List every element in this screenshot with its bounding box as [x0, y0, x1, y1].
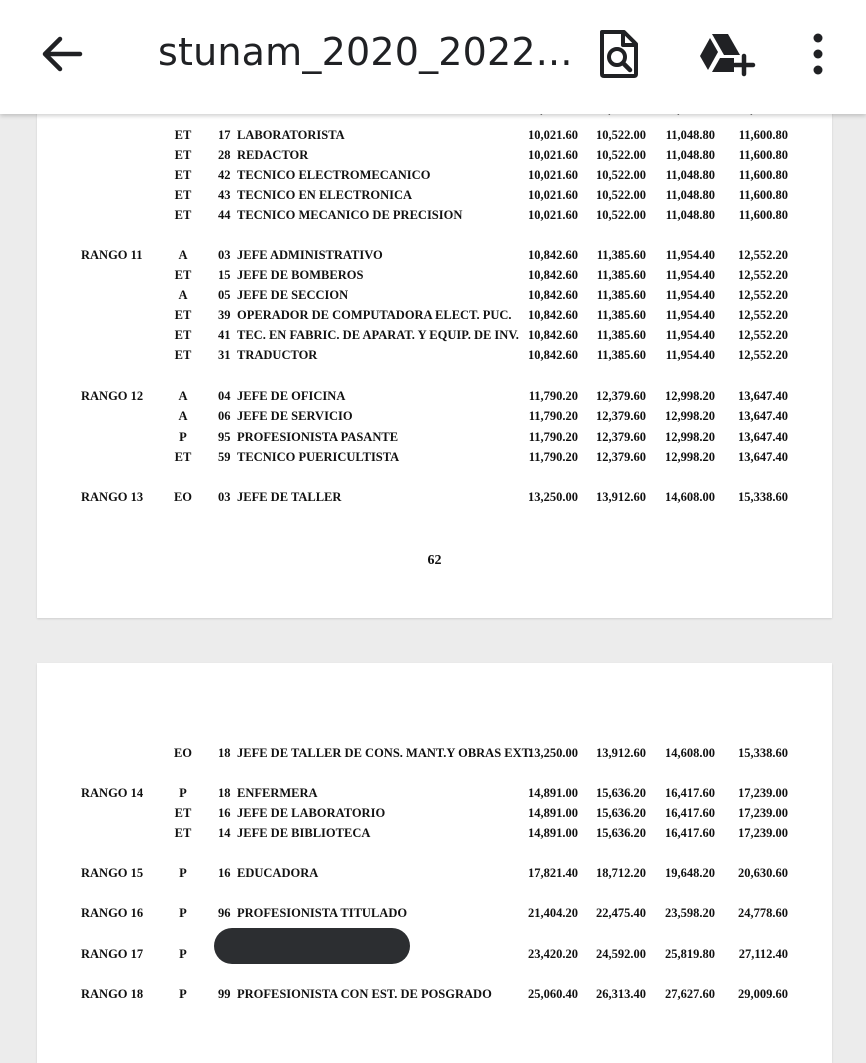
type-cell: ET: [174, 208, 192, 222]
salary-cell: 10,522.00: [596, 168, 646, 182]
salary-cell: 11,954.40: [665, 328, 715, 342]
redaction-mark: [214, 928, 410, 964]
salary-cell: 10,522.00: [596, 188, 646, 202]
code-cell: 95: [218, 430, 231, 444]
position-cell: TECNICO MECANICO DE PRECISION: [237, 208, 463, 222]
salary-cell: 21,404.20: [528, 906, 578, 920]
salary-cell: 18,712.20: [596, 866, 646, 880]
code-cell: 03: [218, 490, 231, 504]
type-cell: ET: [174, 328, 192, 342]
type-cell: ET: [174, 188, 192, 202]
more-options-button[interactable]: [800, 30, 836, 78]
code-cell: 99: [218, 987, 231, 1001]
code-cell: 18: [218, 786, 231, 800]
table-row: [37, 987, 832, 1007]
salary-cell: 27,627.60: [665, 987, 715, 1001]
code-cell: 14: [218, 826, 231, 840]
salary-cell: 11,048.80: [665, 168, 715, 182]
type-cell: EO: [173, 746, 193, 760]
find-in-document-button[interactable]: [594, 28, 642, 80]
type-cell: ET: [174, 268, 192, 282]
salary-cell: 10,842.60: [528, 288, 578, 302]
salary-cell: 11,048.80: [665, 148, 715, 162]
salary-cell: 19,648.20: [665, 866, 715, 880]
salary-cell: 13,912.60: [596, 490, 646, 504]
salary-cell: 15,338.60: [738, 746, 788, 760]
position-cell: TRADUCTOR: [237, 348, 318, 362]
table-row: [37, 746, 832, 766]
code-cell: 16: [218, 806, 231, 820]
salary-cell: 17,239.00: [738, 826, 788, 840]
range-cell: RANGO 14: [81, 786, 144, 800]
salary-cell: 11,600.80: [738, 168, 788, 182]
salary-cell: 12,552.20: [738, 308, 788, 322]
salary-cell: 11,790.20: [528, 430, 578, 444]
salary-cell: 12,552.20: [738, 288, 788, 302]
salary-cell: 26,313.40: [596, 987, 646, 1001]
salary-cell: 11,048.80: [665, 188, 715, 202]
code-cell: 06: [218, 409, 231, 423]
table-row: [37, 268, 832, 288]
salary-cell: 16,417.60: [665, 806, 715, 820]
salary-cell: 11,385.60: [596, 248, 646, 262]
code-cell: 44: [218, 208, 231, 222]
position-cell: ENFERMERA: [237, 786, 318, 800]
position-cell: JEFE DE TALLER DE CONS. MANT.Y OBRAS EXT.: [237, 746, 533, 760]
type-cell: ET: [174, 308, 192, 322]
type-cell: P: [179, 906, 187, 920]
position-cell: TECNICO ELECTROMECANICO: [237, 168, 431, 182]
position-cell: JEFE DE LABORATORIO: [237, 806, 386, 820]
salary-cell: 17,821.40: [528, 866, 578, 880]
code-cell: 05: [218, 288, 231, 302]
table-row: [37, 148, 832, 168]
table-row: [37, 490, 832, 510]
salary-cell: 13,250.00: [528, 746, 578, 760]
type-cell: P: [179, 947, 187, 961]
document-title: stunam_2020_2022...: [158, 30, 573, 74]
salary-cell: 13,912.60: [596, 746, 646, 760]
salary-cell: 11,790.20: [528, 450, 578, 464]
table-row: [37, 866, 832, 886]
code-cell: 28: [218, 148, 231, 162]
position-cell: TECNICO PUERICULTISTA: [237, 450, 400, 464]
salary-cell: 12,552.20: [738, 348, 788, 362]
position-cell: PROFESIONISTA TITULADO: [237, 906, 408, 920]
position-cell: JEFE DE BOMBEROS: [237, 268, 364, 282]
table-row: [37, 348, 832, 368]
salary-cell: 12,998.20: [665, 430, 715, 444]
salary-cell: 27,112.40: [738, 947, 788, 961]
salary-cell: 29,009.60: [738, 987, 788, 1001]
salary-cell: 13,250.00: [528, 490, 578, 504]
table-row: [37, 450, 832, 470]
salary-cell: 14,891.00: [528, 806, 578, 820]
salary-cell: 11,954.40: [665, 308, 715, 322]
search-document-icon: [594, 28, 642, 80]
code-cell: 41: [218, 328, 231, 342]
salary-cell: 11,954.40: [665, 348, 715, 362]
salary-cell: 10,842.60: [528, 268, 578, 282]
salary-cell: 10,522.00: [596, 128, 646, 142]
code-cell: 16: [218, 866, 231, 880]
salary-cell: 11,385.60: [596, 328, 646, 342]
type-cell: ET: [174, 168, 192, 182]
salary-cell: 11,954.40: [665, 268, 715, 282]
position-cell: JEFE DE BIBLIOTECA: [237, 826, 371, 840]
table-row: [37, 168, 832, 188]
position-cell: TEC. EN FABRIC. DE APARAT. Y EQUIP. DE INV.: [237, 328, 519, 342]
table-row: [37, 826, 832, 846]
salary-cell: 12,379.60: [596, 389, 646, 403]
type-cell: A: [178, 288, 188, 302]
position-cell: OPERADOR DE COMPUTADORA ELECT. PUC.: [237, 308, 512, 322]
table-row: [37, 128, 832, 148]
salary-cell: 17,239.00: [738, 786, 788, 800]
position-cell: PROFESIONISTA CON EST. DE POSGRADO: [237, 987, 492, 1001]
type-cell: ET: [174, 348, 192, 362]
table-row: [37, 328, 832, 348]
salary-cell: 24,778.60: [738, 906, 788, 920]
salary-cell: 14,608.00: [665, 490, 715, 504]
table-row: [37, 389, 832, 409]
salary-cell: 11,790.20: [528, 409, 578, 423]
type-cell: P: [179, 866, 187, 880]
table-row: [37, 188, 832, 208]
code-cell: 18: [218, 746, 231, 760]
table-row: [37, 208, 832, 228]
position-cell: PROFESIONISTA PASANTE: [237, 430, 399, 444]
type-cell: P: [179, 987, 187, 1001]
type-cell: A: [178, 409, 188, 423]
salary-cell: 15,636.20: [596, 826, 646, 840]
salary-cell: 11,600.80: [738, 188, 788, 202]
type-cell: ET: [174, 148, 192, 162]
salary-cell: 10,021.60: [528, 128, 578, 142]
salary-cell: 10,842.60: [528, 348, 578, 362]
position-cell: REDACTOR: [237, 148, 309, 162]
salary-cell: 10,522.00: [596, 148, 646, 162]
position-cell: JEFE DE TALLER: [237, 490, 342, 504]
position-cell: LABORATORISTA: [237, 128, 345, 142]
salary-cell: 11,385.60: [596, 348, 646, 362]
salary-cell: 16,417.60: [665, 826, 715, 840]
type-cell: ET: [174, 806, 192, 820]
table-row: [37, 288, 832, 308]
position-cell: TECNICO EN ELECTRONICA: [237, 188, 413, 202]
range-cell: RANGO 12: [81, 389, 144, 403]
type-cell: ET: [174, 826, 192, 840]
salary-cell: 23,420.20: [528, 947, 578, 961]
salary-cell: 24,592.00: [596, 947, 646, 961]
range-cell: RANGO 11: [81, 248, 143, 262]
more-vertical-icon: [800, 30, 836, 78]
code-cell: 42: [218, 168, 231, 182]
salary-cell: 15,636.20: [596, 786, 646, 800]
code-cell: 03: [218, 248, 231, 262]
salary-cell: 14,608.00: [665, 746, 715, 760]
code-cell: 39: [218, 308, 231, 322]
add-to-drive-icon: [696, 30, 754, 78]
salary-cell: 23,598.20: [665, 906, 715, 920]
salary-cell: 13,647.40: [738, 430, 788, 444]
salary-cell: 14,891.00: [528, 826, 578, 840]
salary-cell: 11,385.60: [596, 308, 646, 322]
salary-cell: 12,552.20: [738, 248, 788, 262]
salary-cell: 15,636.20: [596, 806, 646, 820]
salary-cell: 12,998.20: [665, 450, 715, 464]
salary-cell: 13,647.40: [738, 450, 788, 464]
salary-cell: 10,021.60: [528, 208, 578, 222]
salary-cell: 12,998.20: [665, 409, 715, 423]
salary-cell: 12,998.20: [665, 389, 715, 403]
range-cell: RANGO 16: [81, 906, 144, 920]
salary-cell: 12,379.60: [596, 409, 646, 423]
position-cell: JEFE DE SECCION: [237, 288, 349, 302]
salary-cell: 10,021.60: [528, 168, 578, 182]
position-cell: EDUCADORA: [237, 866, 319, 880]
back-button[interactable]: [36, 32, 84, 76]
salary-cell: 11,600.80: [738, 128, 788, 142]
salary-cell: 25,819.80: [665, 947, 715, 961]
salary-cell: 11,790.20: [528, 389, 578, 403]
back-arrow-icon: [36, 32, 84, 76]
table-row: [37, 806, 832, 826]
range-cell: RANGO 15: [81, 866, 144, 880]
salary-cell: 10,021.60: [528, 188, 578, 202]
table-row: [37, 430, 832, 450]
table-row: [37, 248, 832, 268]
code-cell: 96: [218, 906, 231, 920]
page-number: 62: [427, 553, 442, 568]
salary-cell: 14,891.00: [528, 786, 578, 800]
salary-cell: 12,379.60: [596, 430, 646, 444]
pdf-page: [37, 100, 832, 618]
app-toolbar: [0, 0, 866, 114]
salary-cell: 13,647.40: [738, 409, 788, 423]
range-cell: RANGO 17: [81, 947, 144, 961]
type-cell: A: [178, 389, 188, 403]
table-row: [37, 786, 832, 806]
table-row: [37, 906, 832, 926]
salary-cell: 22,475.40: [596, 906, 646, 920]
table-row: [37, 947, 832, 967]
salary-cell: 10,522.00: [596, 208, 646, 222]
salary-cell: 11,048.80: [665, 208, 715, 222]
type-cell: P: [179, 430, 187, 444]
range-cell: RANGO 13: [81, 490, 144, 504]
salary-cell: 16,417.60: [665, 786, 715, 800]
code-cell: 43: [218, 188, 231, 202]
pdf-page: [37, 663, 832, 1063]
salary-cell: 11,600.80: [738, 208, 788, 222]
code-cell: 04: [218, 389, 231, 403]
table-row: [37, 409, 832, 429]
position-cell: JEFE DE OFICINA: [237, 389, 346, 403]
salary-cell: 11,954.40: [665, 288, 715, 302]
type-cell: P: [179, 786, 187, 800]
code-cell: 15: [218, 268, 231, 282]
salary-cell: 12,552.20: [738, 268, 788, 282]
table-row: [37, 308, 832, 328]
salary-cell: 17,239.00: [738, 806, 788, 820]
type-cell: ET: [174, 450, 192, 464]
code-cell: 17: [218, 128, 231, 142]
salary-cell: 11,954.40: [665, 248, 715, 262]
add-to-drive-button[interactable]: [696, 30, 754, 78]
salary-cell: 10,842.60: [528, 248, 578, 262]
salary-cell: 11,385.60: [596, 288, 646, 302]
salary-cell: 10,842.60: [528, 308, 578, 322]
salary-cell: 10,021.60: [528, 148, 578, 162]
salary-cell: 11,600.80: [738, 148, 788, 162]
code-cell: 59: [218, 450, 231, 464]
salary-cell: 10,842.60: [528, 328, 578, 342]
type-cell: EO: [173, 490, 193, 504]
salary-cell: 12,552.20: [738, 328, 788, 342]
salary-cell: 11,385.60: [596, 268, 646, 282]
range-cell: RANGO 18: [81, 987, 144, 1001]
salary-cell: 15,338.60: [738, 490, 788, 504]
position-cell: JEFE ADMINISTRATIVO: [237, 248, 383, 262]
position-cell: JEFE DE SERVICIO: [237, 409, 353, 423]
salary-cell: 11,048.80: [665, 128, 715, 142]
code-cell: 31: [218, 348, 231, 362]
salary-cell: 12,379.60: [596, 450, 646, 464]
salary-cell: 20,630.60: [738, 866, 788, 880]
salary-cell: 25,060.40: [528, 987, 578, 1001]
type-cell: A: [178, 248, 188, 262]
salary-cell: 13,647.40: [738, 389, 788, 403]
type-cell: ET: [174, 128, 192, 142]
